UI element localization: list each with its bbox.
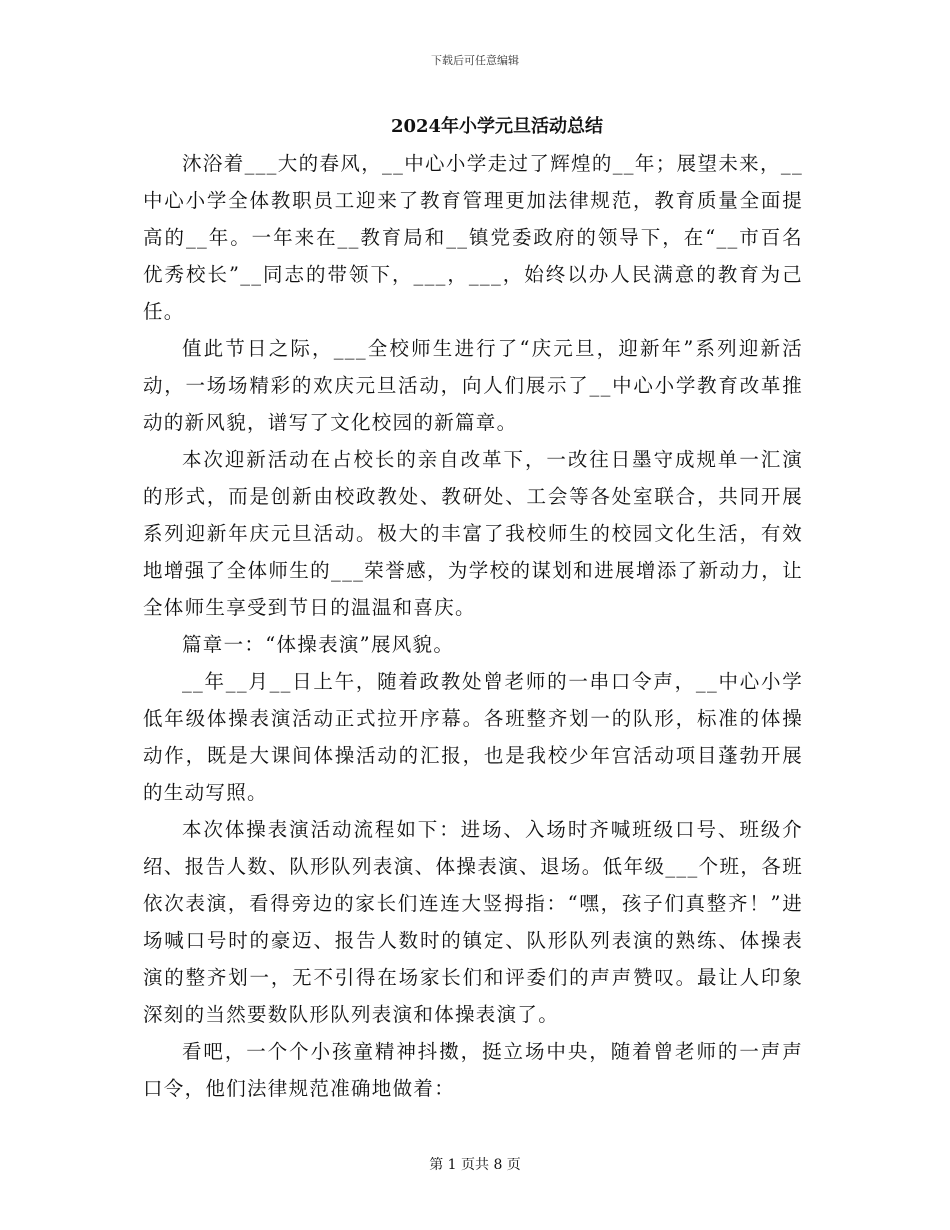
paragraph-activity-format: 本次迎新活动在占校长的亲自改革下，一改往日墨守成规单一汇演的形式，而是创新由校政教处、教研处、工会等各处室联合，共同开展系列迎新年庆元旦活动。极大的丰富了我校师生的校园文化生活，有效地增强了全体师生的___荣誉感，为学校的谋划和进展增添了新动力，让全体师生享受到节日的温温和喜庆。 [143, 448, 803, 619]
paragraph-gymnastics-start: __年__月__日上午，随着政教处曾老师的一串口令声，__中心小学低年级体操表演活动正式拉开序幕。各班整齐划一的队形，标准的体操动作，既是大课间体操活动的汇报，也是我校少年宫活动项目蓬勃开展的生动写照。 [143, 670, 803, 804]
paragraph-holiday: 值此节日之际，___全校师生进行了“庆元旦，迎新年”系列迎新活动，一场场精彩的欢庆元旦活动，向人们展示了__中心小学教育改革推动的新风貌，谱写了文化校园的新篇章。 [143, 337, 803, 434]
paragraph-children: 看吧，一个个小孩童精神抖擞，挺立场中央，随着曾老师的一声声口令，他们法律规范准确地做着： [143, 1040, 803, 1100]
document-title: 2024年小学元旦活动总结 [390, 116, 604, 137]
page-number: 第 1 页共 8 页 [429, 1157, 521, 1173]
page-header: 下载后可任意编辑 [431, 54, 519, 67]
paragraph-chapter-heading: 篇章一：“体操表演”展风貌。 [182, 633, 455, 656]
paragraph-intro: 沐浴着___大的春风，__中心小学走过了辉煌的__年；展望未来，__中心小学全体教职员工迎来了教育管理更加法律规范，教育质量全面提高的__年。一年来在__教育局和__镇党委政府的领导下，在“__市百名优秀校长”__同志的带领下，___，___，始终以办人民满意的教育为己任。 [143, 152, 803, 323]
document-body [143, 145, 803, 1107]
paragraph-gymnastics-flow: 本次体操表演活动流程如下：进场、入场时齐喊班级口号、班级介绍、报告人数、队形队列表演、体操表演、退场。低年级___个班，各班依次表演，看得旁边的家长们连连大竖拇指：“嘿，孩子们真整齐！”进场喊口号时的豪迈、报告人数时的镇定、队形队列表演的熟练、体操表演的整齐划一，无不引得在场家长们和评委们的声声赞叹。最让人印象深刻的当然要数队形队列表演和体操表演了。 [143, 818, 803, 1026]
